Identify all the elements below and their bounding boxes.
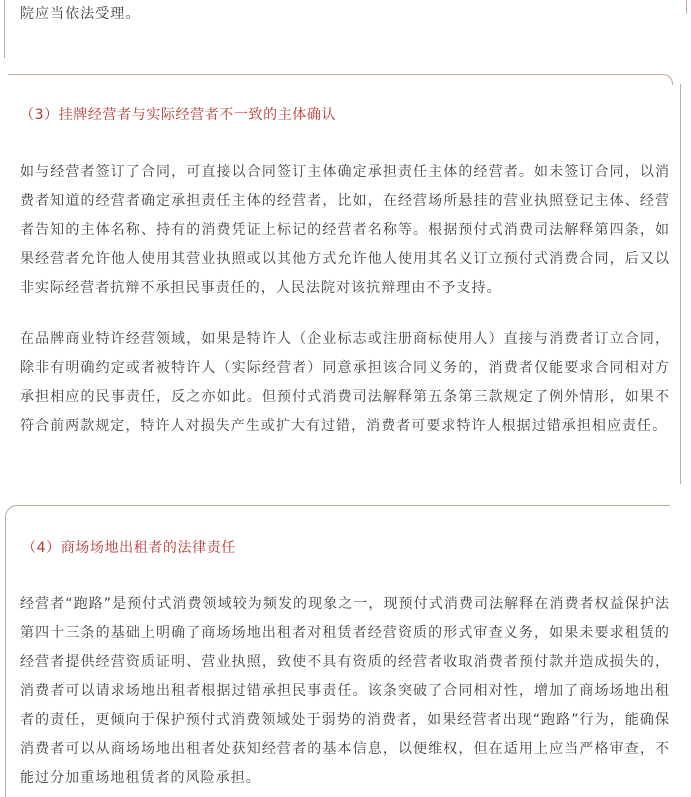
card-border-right bbox=[680, 84, 681, 484]
section-heading-3: （3）挂牌经营者与实际经营者不一致的主体确认 bbox=[20, 107, 337, 123]
section-heading-4: （4）商场场地出租者的法律责任 bbox=[22, 540, 236, 556]
card-border-top bbox=[5, 505, 670, 520]
card-border-left bbox=[5, 518, 6, 797]
card-border-right bbox=[686, 0, 687, 14]
card-border-top bbox=[8, 74, 673, 85]
paragraph-fragment: 院应当依法受理。 bbox=[20, 6, 141, 22]
card-border-left bbox=[4, 0, 5, 58]
section4-paragraph-1: 经营者“跑路”是预付式消费领域较为频发的现象之一，现预付式消费司法解释在消费者权益保护法第四十三条的基础上明确了商场场地出租者对租赁者经营资质的形式审查义务，如果未要求租赁的经营者提供经营资质证明、营业执照，致使不具有资质的经营者收取消费者预付款并造成损失的，消费者可以请求场地出租者根据过错承担民事责任。该条突破了合同相对性，增加了商场场地出租者的责任，更倾向于保护预付式消费领域处于弱势的消费者，如果经营者出现“跑路”行为，能确保消费者可以从商场场地出租者处获知经营者的基本信息，以便维权，但在适用上应当严格审查，不能过分加重场地租赁者的风险承担。 bbox=[20, 596, 670, 786]
section3-paragraph-2: 在品牌商业特许经营领域，如果是特许人（企业标志或注册商标使用人）直接与消费者订立合同，除非有明确约定或者被特许人（实际经营者）同意承担该合同义务的，消费者仅能要求合同相对方承担相应的民事责任，反之亦如此。但预付式消费司法解释第五条第三款规定了例外情形，如果不符合前两款规定，特许人对损失产生或扩大有过错，消费者可要求特许人根据过错承担相应责任。 bbox=[20, 331, 670, 434]
section3-paragraph-1: 如与经营者签订了合同，可直接以合同签订主体确定承担责任主体的经营者。如未签订合同，以消费者知道的经营者确定承担责任主体的经营者，比如，在经营场所悬挂的营业执照登记主体、经营者告知的主体名称、持有的消费凭证上标记的经营者名称等。根据预付式消费司法解释第四条，如果经营者允许他人使用其营业执照或以其他方式允许他人使用其名义订立预付式消费合同，后又以非实际经营者抗辩不承担民事责任的，人民法院对该抗辩理由不予支持。 bbox=[20, 164, 670, 296]
